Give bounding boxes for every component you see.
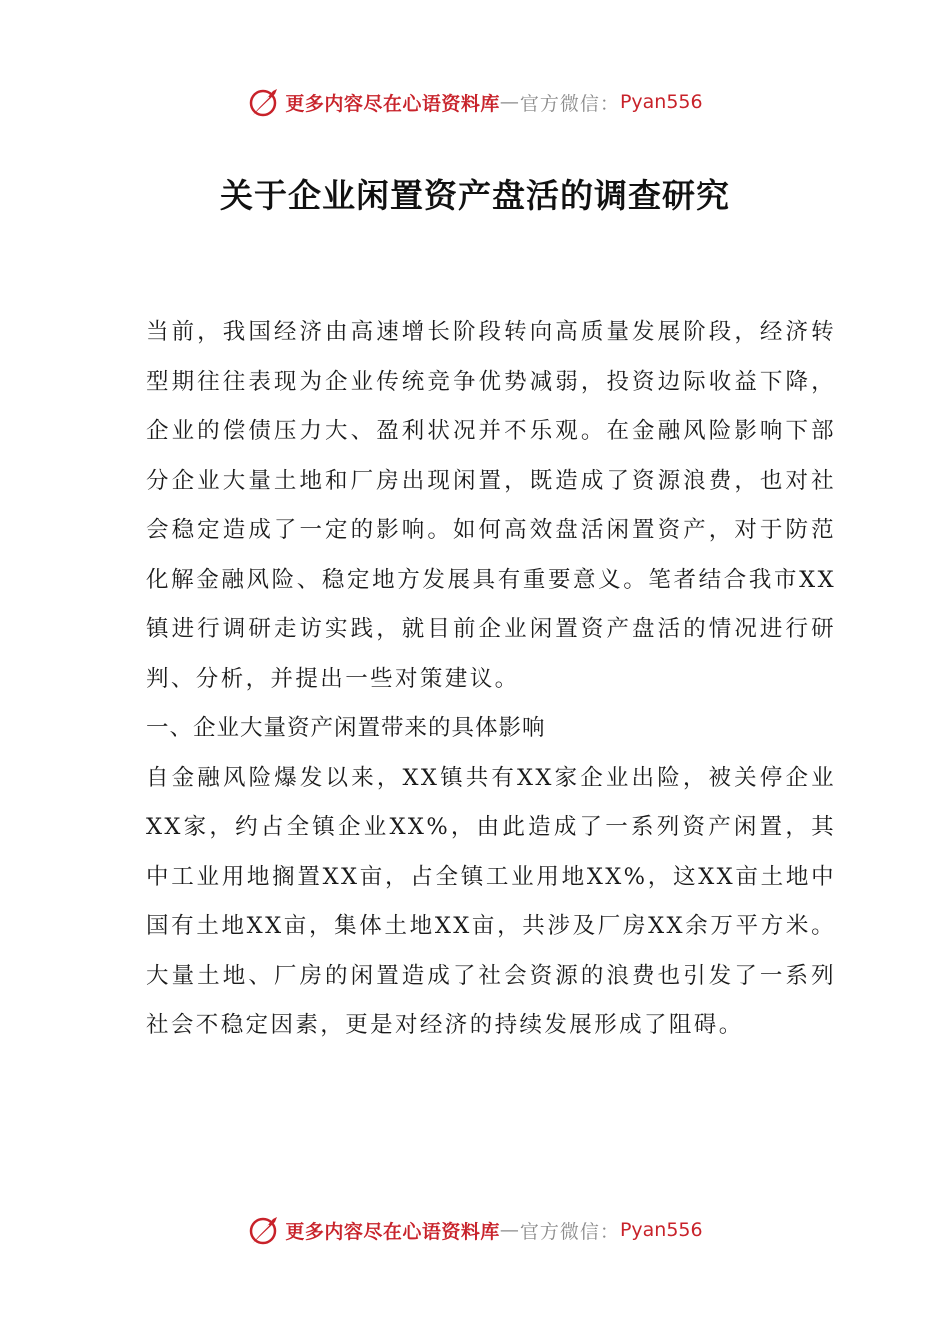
section-heading: 一、企业大量资产闲置带来的具体影响 (146, 715, 546, 741)
banner-dash: — (499, 1219, 520, 1241)
section-paragraph: 自金融风险爆发以来，XX镇共有XX家企业出险，被关停企业XX家，约占全镇企业XX%，由此造成了一系列资产闲置，其中工业用地搁置XX亩，占全镇工业用地XX%，这XX亩土地中国有土地XX亩，集体土地XX亩，共涉及厂房XX余万平方米。大量土地、厂房的闲置造成了社会资源的浪费也引发了一系列社会不稳定因素，更是对经济的持续发展形成了阻碍。 (146, 764, 836, 1038)
quill-pen-icon (247, 1213, 281, 1247)
banner-contact-label: 官方微信： (519, 1220, 620, 1243)
document-body (146, 308, 836, 1051)
banner-wechat-id: Pyan556 (619, 91, 703, 113)
banner-dash: — (499, 91, 520, 113)
banner-site-text: 更多内容尽在心语资料库 (285, 92, 500, 115)
document-title: 关于企业闲置资产盘活的调查研究 (220, 176, 730, 215)
banner-contact-label: 官方微信： (519, 92, 620, 115)
footer-watermark-banner (0, 1210, 950, 1250)
banner-wechat-id: Pyan556 (619, 1219, 703, 1241)
quill-pen-icon (247, 85, 281, 119)
header-watermark-banner (0, 82, 950, 122)
banner-site-text: 更多内容尽在心语资料库 (285, 1220, 500, 1243)
intro-paragraph: 当前，我国经济由高速增长阶段转向高质量发展阶段，经济转型期往往表现为企业传统竞争优势减弱，投资边际收益下降，企业的偿债压力大、盈利状况并不乐观。在金融风险影响下部分企业大量土地和厂房出现闲置，既造成了资源浪费，也对社会稳定造成了一定的影响。如何高效盘活闲置资产，对于防范化解金融风险、稳定地方发展具有重要意义。笔者结合我市XX镇进行调研走访实践，就目前企业闲置资产盘活的情况进行研判、分析，并提出一些对策建议。 (146, 319, 836, 692)
